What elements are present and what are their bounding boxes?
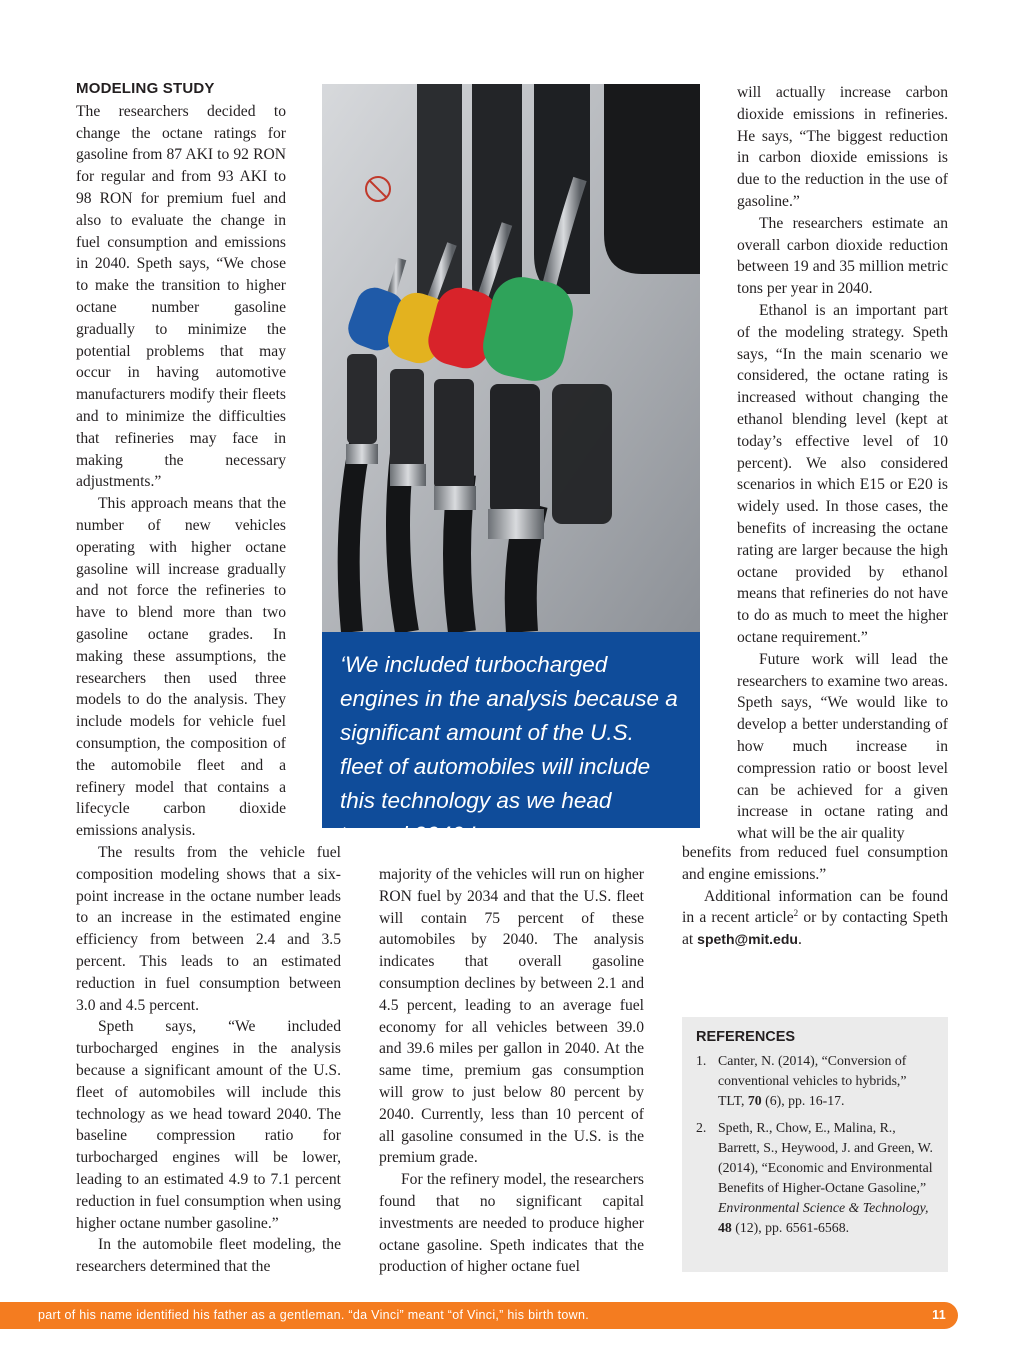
body-paragraph: This approach means that the number of new vehicles operating with higher octane gasoline will increase gradually and not force the refineries to have to blend more than two gasoline octane grades. In making these assumptions, the researchers then used three models to do the analysis. They include models for vehicle fuel consumption, the composition of the automobile fleet and a refinery model that contains a lifecycle carbon dioxide emissions analysis. [76, 495, 286, 840]
pull-quote [322, 632, 700, 847]
body-paragraph: The results from the vehicle fuel composition modeling shows that a six-point increase in the octane number leads to an increase in the estimated engine efficiency from between 2.4 and 3.5 percent. This leads to an estimated reduction in fuel consumption between 3.0 and 4.5 percent. [76, 844, 341, 1014]
column-3-top [737, 82, 948, 845]
body-paragraph: majority of the vehicles will run on higher RON fuel by 2034 and that the U.S. fleet will contain 75 percent of these automobiles by 2040. The analysis indicates that overall gasoline consumption declines by between 2.1 and 4.5 percent, leading to an average fuel economy for all vehicles between 39.0 and 39.6 miles per gallon in 2040. At the same time, premium gas consumption will grow to just below 80 percent by 2040. Currently, less than 10 percent of all gasoline consumed in the U.S. is the premium grade. [379, 866, 644, 1167]
body-paragraph: Future work will lead the researchers to examine two areas. Speth says, “We would like to develop a better understanding of how much increase in compression ratio or boost level can be achieved for a given increase in octane rating and what will be the air quality [737, 650, 948, 843]
body-paragraph: Speth says, “We included turbocharged engines in the analysis because a significant amount of the U.S. fleet of automobiles will include this technology as we head toward 2040. The baseline compression ratio for turbocharged engines will be lower, leading to an estimated 4.9 to 7.1 percent reduction in fuel consumption when using higher octane number gasoline.” [76, 1018, 341, 1232]
column-1-bottom [76, 842, 341, 1278]
body-paragraph: The researchers decided to change the octane ratings for gasoline from 87 AKI to 92 RON for regular and from 93 AKI to 98 RON for premium fuel and also to evaluate the change in fuel consumption and emissions in 2040. Speth says, “We chose to make the transition to higher octane number gasoline gradually to minimize the potential problems that may occur in having automotive manufacturers modify their fleets and to minimize the difficulties that refineries may face in making the necessary adjustments.” [76, 102, 286, 491]
body-paragraph: For the refinery model, the researchers found that no significant capital investments are needed to produce higher octane gasoline. Speth indicates that the production of higher octane fuel [379, 1171, 644, 1276]
reference-text: Canter, N. (2014), “Conversion of conventional vehicles to hybrids,” TLT, 70 (6), pp. 16-17. [718, 1053, 907, 1108]
footer-bar [0, 1302, 958, 1329]
footnote-ref: 2 [793, 908, 799, 919]
reference-number: 1. [696, 1053, 707, 1068]
body-paragraph: Ethanol is an important part of the modeling strategy. Speth says, “In the main scenario we considered, the octane rating is increased without changing the ethanol blending level (kept at today’s effective level of 10 percent). We also considered scenarios in which E15 or E20 is widely used. In those cases, the benefits of increasing the octane rating are larger because the high octane provided by ethanol means that refineries do not have to do as much to meet the higher octane requirement.” [737, 301, 948, 646]
body-paragraph: will actually increase carbon dioxide emissions in refineries. He says, “The biggest reduction in carbon dioxide emissions is due to the reduction in the use of gasoline.” [737, 84, 948, 210]
reference-item [696, 1051, 934, 1111]
body-paragraph: The researchers estimate an overall carbon dioxide reduction between 19 and 35 million metric tons per year in 2040. [737, 214, 948, 298]
contact-text: or by contacting Speth at [682, 909, 948, 949]
pull-quote-text: ‘We included turbocharged engines in the analysis because a significant amount of the U.S. fleet of automobiles will include this technology as we head toward 2040.’ [340, 652, 678, 847]
fuel-nozzles-photo [322, 84, 700, 632]
reference-text: Speth, R., Chow, E., Malina, R., Barrett, S., Heywood, J. and Green, W. (2014), “Economic and Environmental Benefits of Higher-Octane Gasoline,” Environmental Science & Technology, 48 (12), pp. 6561-6568. [718, 1120, 933, 1235]
contact-paragraph [682, 886, 948, 951]
column-1-top [76, 78, 286, 842]
page-number: 11 [932, 1308, 946, 1322]
reference-number: 2. [696, 1120, 707, 1135]
reference-item [696, 1118, 934, 1238]
contact-text: . [797, 931, 802, 949]
email-link[interactable]: speth@mit.edu [697, 931, 798, 948]
section-heading: MODELING STUDY [76, 80, 215, 97]
body-paragraph: In the automobile fleet modeling, the researchers determined that the [76, 1236, 341, 1276]
column-2 [379, 864, 644, 1278]
contact-text: Additional information can be found in a recent article [682, 887, 948, 927]
fuel-pump-illustration [322, 84, 700, 632]
footer-text: part of his name identified his father as a gentleman. “da Vinci” meant “of Vinci,” his birth town. [38, 1308, 590, 1322]
body-paragraph: benefits from reduced fuel consumption and engine emissions.” [682, 844, 948, 883]
column-3-bottom [682, 842, 948, 951]
references-box [682, 1017, 948, 1272]
references-title: REFERENCES [696, 1029, 796, 1045]
